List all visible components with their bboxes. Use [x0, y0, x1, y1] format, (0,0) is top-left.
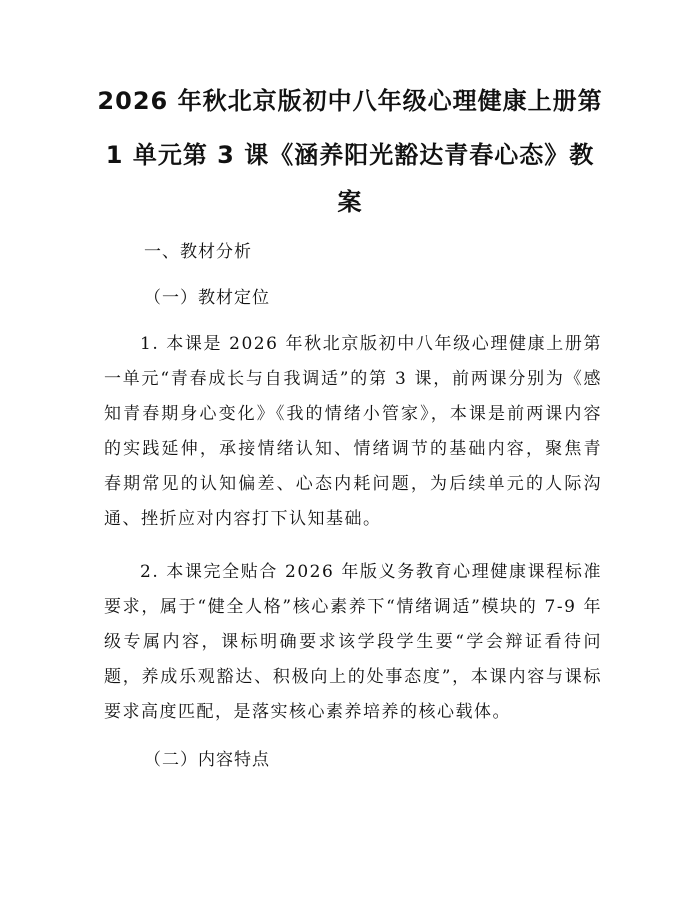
body-paragraph-1: 1. 本课是 2026 年秋北京版初中八年级心理健康上册第一单元“青春成长与自我调适”的第 3 课，前两课分别为《感知青春期身心变化》《我的情绪小管家》，本课是前两课内容的实践延伸，承接情绪认知、情绪调节的基础内容，聚焦青春期常见的认知偏差、心态内耗问题，为后续单元的人际沟通、挫折应对内容打下认知基础。: [104, 334, 602, 529]
document-title-line-3: 案: [337, 188, 363, 216]
subsection-heading-positioning: （一）教材定位: [144, 288, 270, 308]
subsection-heading-content-features: （二）内容特点: [144, 750, 270, 770]
body-paragraph-2: 2. 本课完全贴合 2026 年版义务教育心理健康课程标准要求，属于“健全人格”核心素养下“情绪调适”模块的 7-9 年级专属内容，课标明确要求该学段学生要“学会辩证看待问题，养成乐观豁达、积极向上的处事态度”，本课内容与课标要求高度匹配，是落实核心素养培养的核心载体。: [104, 562, 602, 722]
section-heading-textbook-analysis: 一、教材分析: [144, 242, 252, 262]
document-title-line-1: 2026 年秋北京版初中八年级心理健康上册第: [97, 87, 603, 115]
document-title-line-2: 1 单元第 3 课《涵养阳光豁达青春心态》教: [105, 141, 595, 169]
